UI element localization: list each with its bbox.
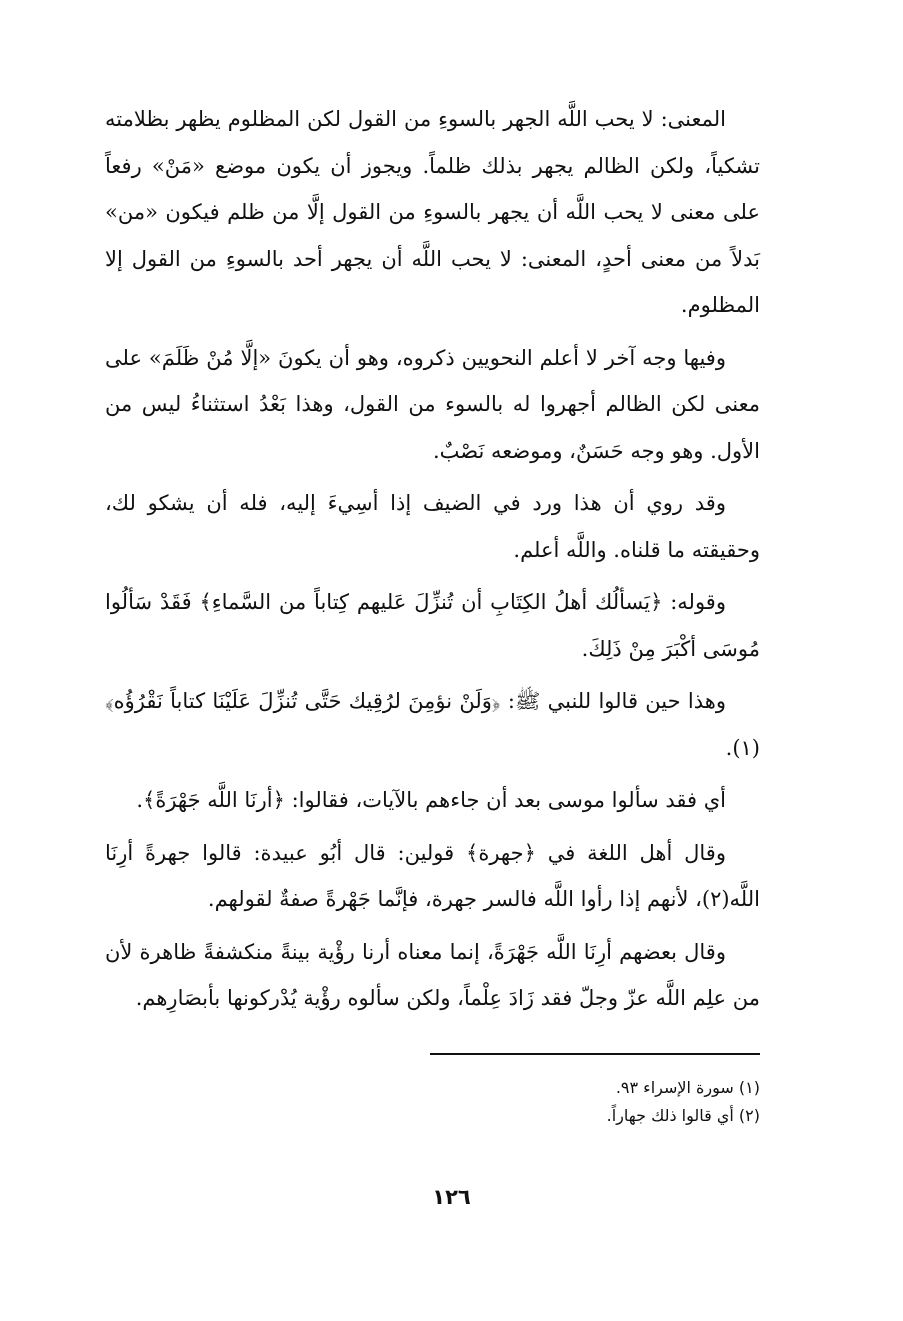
paragraph-3: وقد روي أن هذا ورد في الضيف إذا أسِيءَ إليه، فله أن يشكو لك، وحقيقته ما قلناه. واللَّه أعلم.: [105, 491, 760, 562]
paragraph-7: وقال أهل اللغة في ﴿جهرة﴾ قولين: قال أبُو عبيدة: قالوا جهرةً أرِنَا اللَّه(٢)، لأنهم إذا رأوا اللَّه فالسر جهرة، فإنَّما جَهْرةً صفةٌ لقولهم.: [105, 840, 760, 911]
footnote-2: (٢) أي قالوا ذلك جهاراً.: [606, 1106, 760, 1125]
footnote-1: (١) سورة الإسراء ٩٣.: [615, 1078, 760, 1097]
main-text: [105, 96, 760, 1028]
paragraph-5: وهذا حين قالوا للنبي ﷺ: ﴿وَلَنْ نؤمِنَ لرُقِيك حَتَّى تُنزِّلَ عَلَيْنَا كتاباً نَقْرُؤُه﴾(١).: [105, 689, 760, 760]
footnote-divider: [430, 1053, 760, 1055]
paragraph-8: وقال بعضهم أرِنَا اللَّه جَهْرَةً، إنما معناه أرنا رؤْية بينةً منكشفةً ظاهرة لأن من علِم اللَّه عزّ وجلّ فقد زَادَ عِلْماً، ولكن سألوه رؤْية يُدْركونها بأبصَارِهم.: [105, 939, 760, 1010]
paragraph-1: المعنى: لا يحب اللَّه الجهر بالسوءِ من القول لكن المظلوم يظهر بظلامته تشكياً، ولكن الظالم يجهر بذلك ظلماً. ويجوز أن يكون موضع «مَنْ» رفعاً على معنى لا يحب اللَّه أن يجهر بالسوءِ من القول إلَّا من ظلم فيكون «من» بَدلاً من معنى أحدٍ، المعنى: لا يحب اللَّه أن يجهر أحد بالسوءِ من القول إلا المظلوم.: [105, 107, 760, 317]
paragraph-6: أي فقد سألوا موسى بعد أن جاءهم بالآيات، فقالوا: ﴿أرنَا اللَّه جَهْرَةً﴾.: [136, 788, 726, 812]
footnotes: [430, 1074, 760, 1130]
paragraph-4: وقوله: ﴿يَسألُك أهلُ الكِتَابِ أن تُنزِّلَ عَليهم كِتاباً من السَّماءِ﴾ فَقَدْ سَألُوا مُوسَى أكْبَرَ مِنْ ذَلِكَ.: [105, 590, 760, 661]
page-number: ١٢٦: [432, 1185, 471, 1209]
paragraph-2: وفيها وجه آخر لا أعلم النحويين ذكروه، وهو أن يكونَ «إلَّا مُنْ ظَلَمَ» على معنى لكن الظالم أجهروا له بالسوء من القول، وهذا بَعْدُ استثناءُ ليس من الأول. وهو وجه حَسَنٌ، وموضعه نَصْبٌ.: [105, 345, 760, 463]
